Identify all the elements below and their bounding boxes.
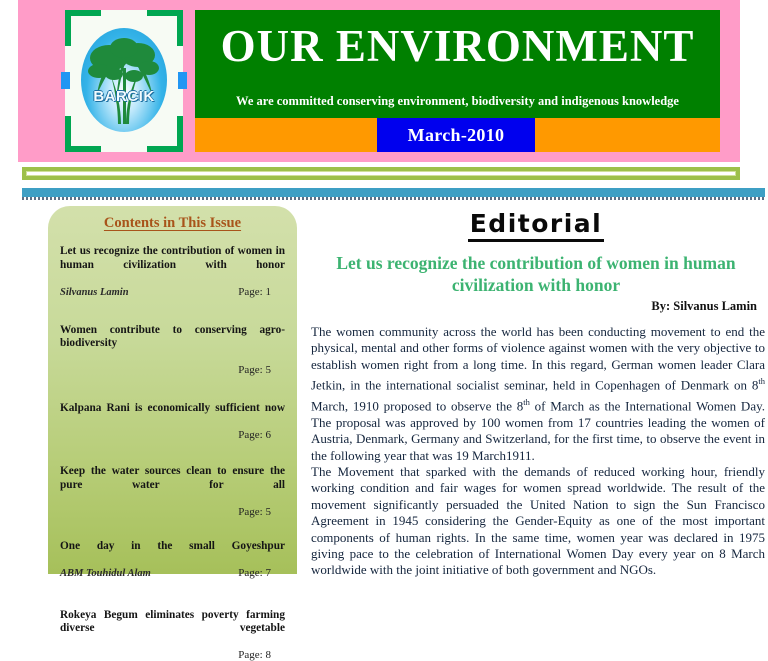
logo-wordmark: BARCIK [81,88,167,105]
logo-frame-tab-left [61,72,70,89]
editorial-heading-underline [468,203,605,242]
toc-item-page: Page: 7 [238,567,285,579]
title-block [195,10,720,118]
editorial-body [305,314,767,579]
logo-frame-tab-right [178,72,187,89]
toc-item-title: Kalpana Rani is economically sufficient now [60,402,285,429]
toc-item-author: Silvanus Lamin [60,287,129,298]
newsletter-title: OUR ENVIRONMENT [195,20,720,72]
editorial-heading-wrap [305,203,767,242]
orange-band [195,118,720,152]
masthead [18,0,740,162]
editorial-subject-title: Let us recognize the contribution of women in human civilization with honor [305,242,767,296]
list-item[interactable] [60,402,285,441]
toc-item-title: Rokeya Begum eliminates poverty farming diverse vegetable [60,609,285,650]
newsletter-tagline: We are committed conserving environment, biodiversity and indigenous knowledge [195,94,720,109]
toc-item-page: Page: 8 [238,649,285,661]
divider-blue-rule [22,188,765,197]
toc-item-page: Page: 5 [238,364,285,376]
toc-item-page: Page: 6 [238,429,285,441]
toc-item-page: Page: 1 [238,286,285,298]
editorial-column [305,203,767,574]
list-item[interactable] [60,609,285,661]
tree-plant-logo-icon [81,28,167,132]
list-item[interactable] [60,540,285,579]
para1-part-a: The women community across the world has been conducting movement to end the physical, mental and other forms of violence against women with the very objective to establish women right from a long time. In this regard, German women leader Clara Jetkin, in the international socialist seminar, held in Copenhagen of Denmark on 8 [311,324,765,393]
contents-panel [48,206,297,574]
list-item[interactable] [60,465,285,518]
list-item[interactable] [60,245,285,298]
para1-superscript-1: th [758,376,765,386]
editorial-paragraph-1 [311,324,765,464]
editorial-paragraph-2: The Movement that sparked with the demands of reduced working hour, friendly working condition and fair wages for women spread worldwide. The result of the movement significantly persuaded the United Nation to sign the Sun Francisco Agreement in 1945 considering the Gender-Equity as one of the most important components of human rights. In the same time, women year was declared in 1975 giving pace to the celebration of International Women Day every year on 8 March worldwide with the joint initiative of both government and NGOs. [311,464,765,579]
barcik-logo-circle [81,28,167,132]
editorial-byline: By: Silvanus Lamin [305,296,767,314]
divider-dotted-rule [22,197,765,200]
editorial-heading: Editorial [470,203,603,238]
toc-item-page: Page: 5 [238,506,285,518]
para1-superscript-2: th [523,397,530,407]
toc-item-author: ABM Touhidul Alam [60,568,151,579]
divider-green-rule-inner [26,171,736,176]
contents-panel-title: Contents in This Issue [60,206,285,234]
issue-date-badge: March-2010 [377,118,535,152]
para1-part-c: of March as the International Women Day. The proposal was approved by 100 women from 17 countries leading the women of Austria, Denmark, Germany and Switzerland, for the first time, to observe the event in the following year that was 19 March1911. [311,398,765,462]
toc-item-title: One day in the small Goyeshpur [60,540,285,567]
list-item[interactable] [60,324,285,377]
toc-item-title: Women contribute to conserving agro-biodiversity [60,324,285,365]
logo-box [65,10,183,152]
toc-item-title: Let us recognize the contribution of women in human civilization with honor [60,245,285,286]
divider-green-rule [22,167,740,180]
para1-part-b: March, 1910 proposed to observe the 8 [311,398,523,413]
toc-item-title: Keep the water sources clean to ensure the pure water for all [60,465,285,506]
